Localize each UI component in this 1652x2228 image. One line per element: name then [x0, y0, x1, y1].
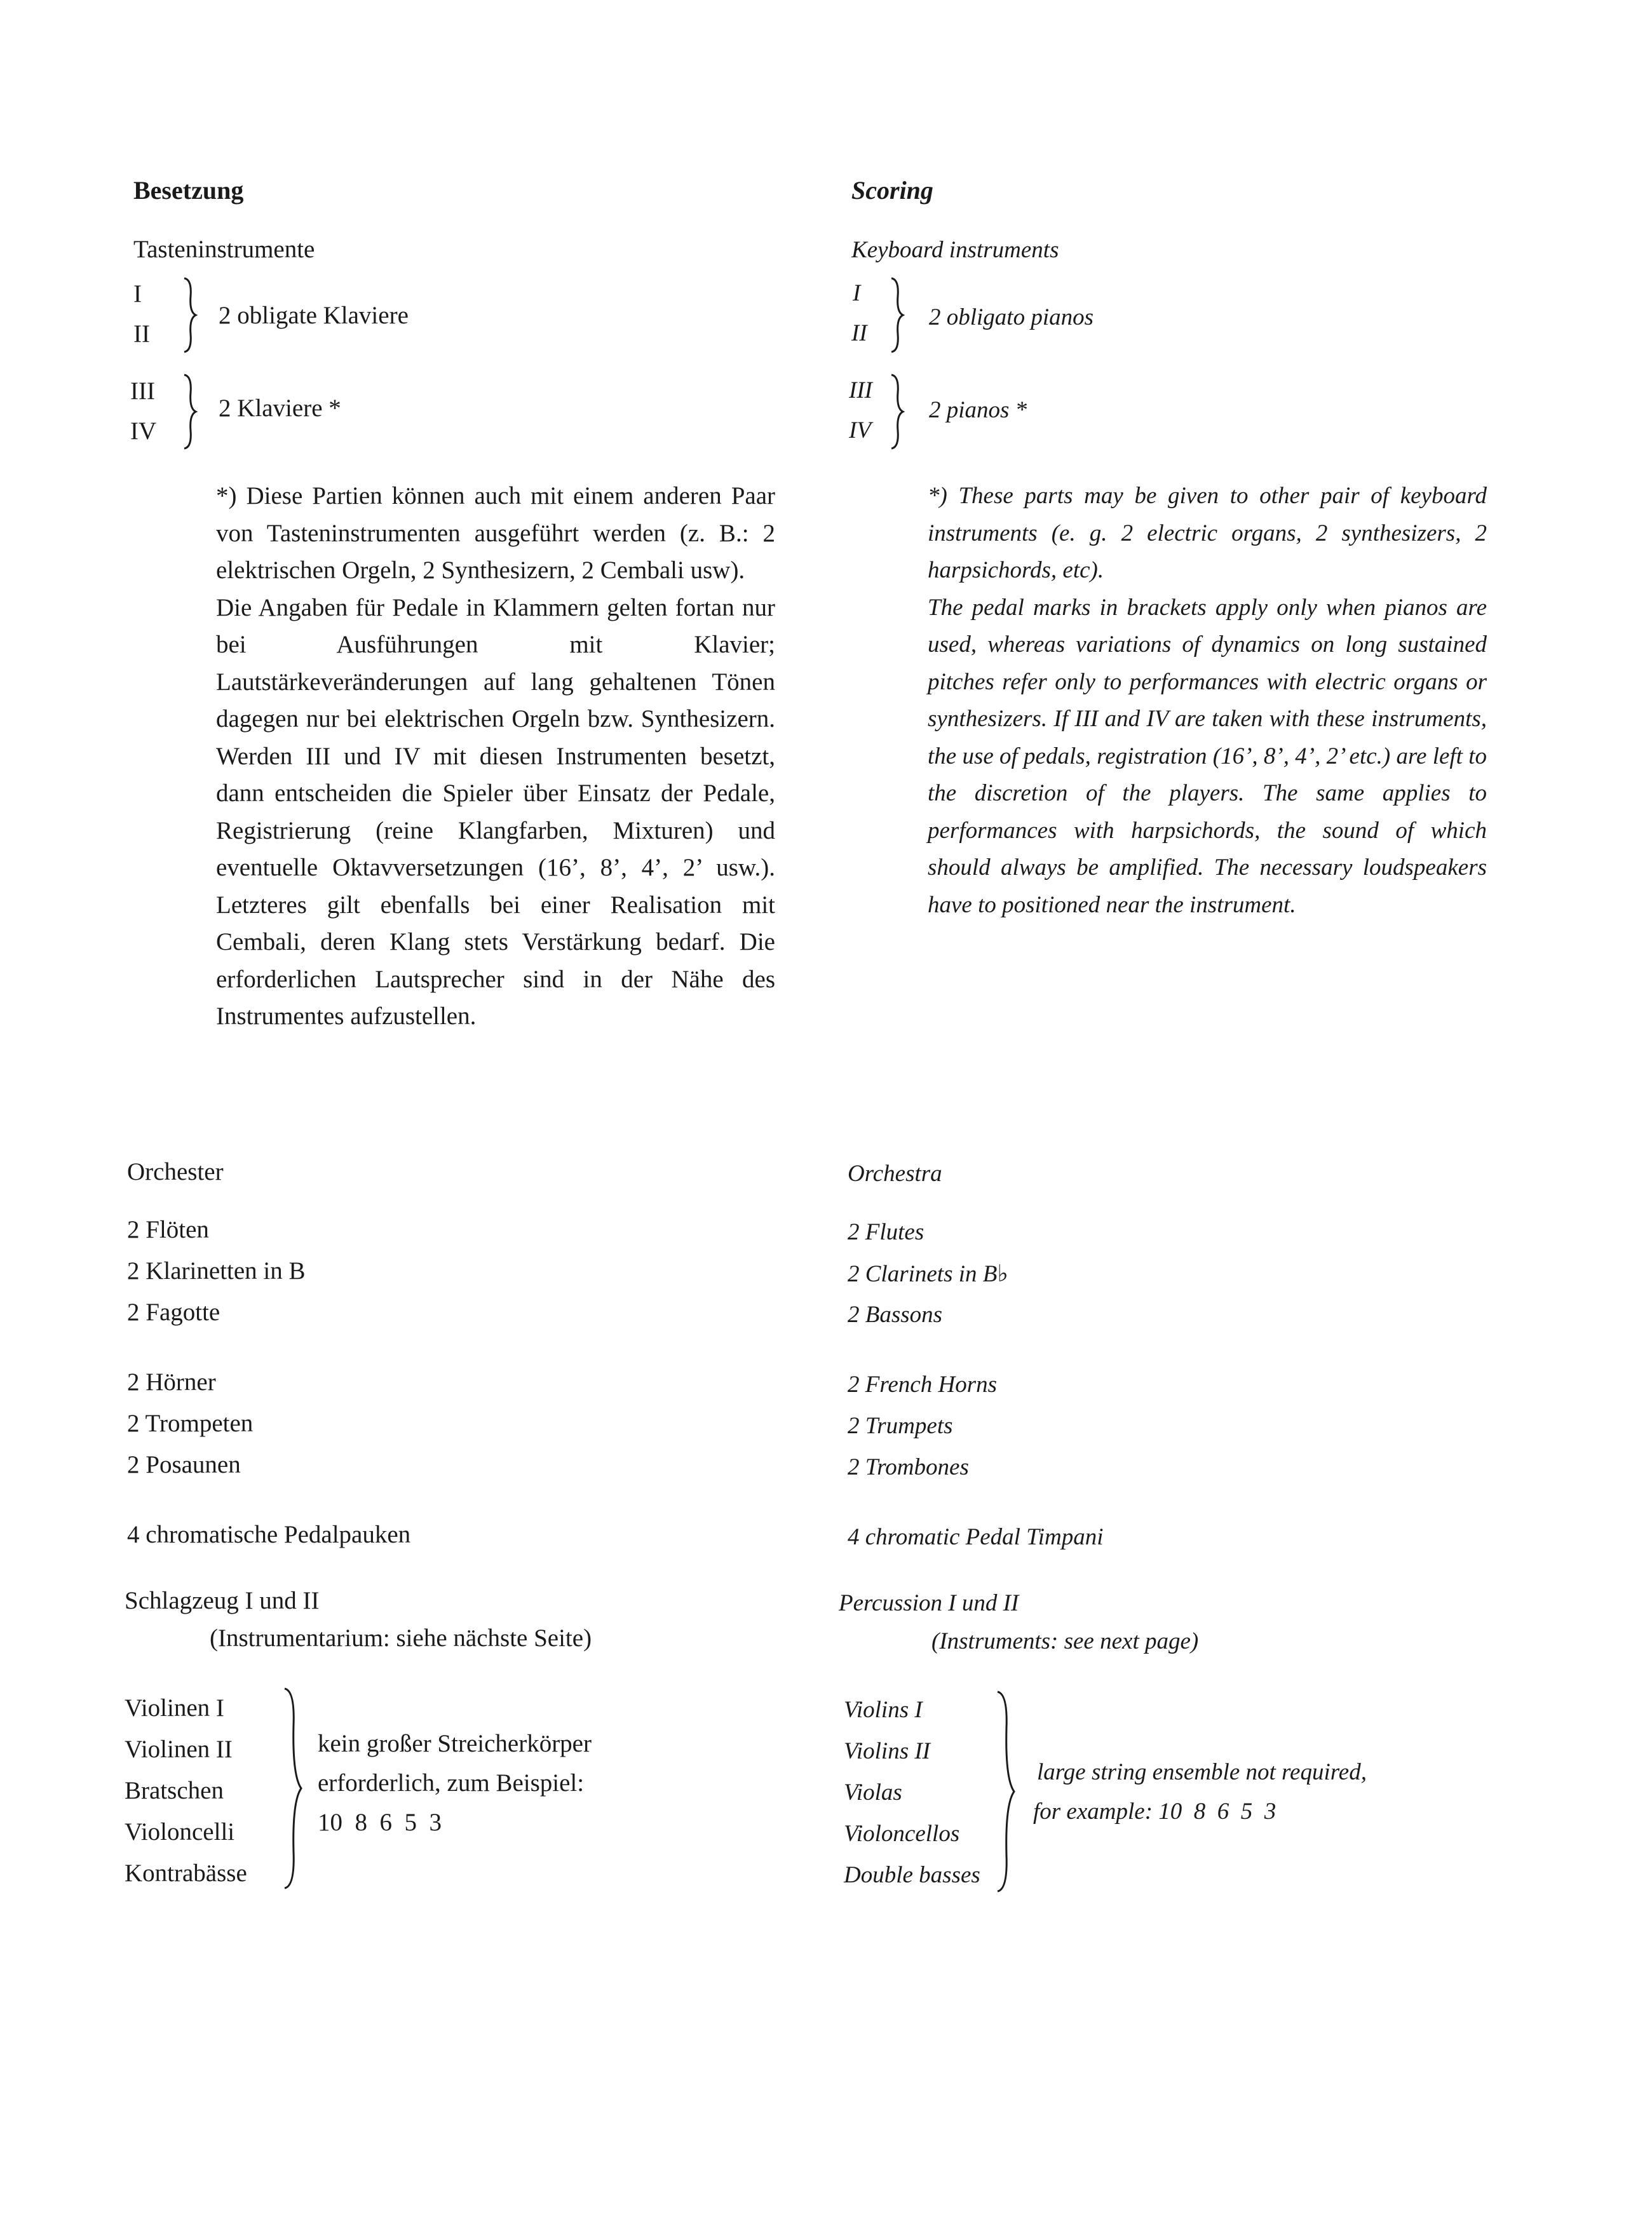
english-wind-item: 2 Flutes [848, 1219, 924, 1245]
english-percussion: Percussion I und II [839, 1590, 1019, 1616]
german-title: Besetzung [133, 176, 244, 205]
english-group1-text: 2 obligato pianos [929, 304, 1094, 330]
english-string-item: Violins I [844, 1697, 923, 1723]
german-footnote-part2: Die Angaben für Pedale in Klammern gelten fortan nur bei Ausführungen mit Klavier; Lautstärkeveränderungen auf lang gehaltenen Tönen dagegen nur bei elektrischen Orgeln bzw. Synthesizern. Werden III und IV mit diesen Instrumenten besetzt, dann entscheiden die Spieler über Einsatz der Pedale, Registrierung (reine Klangfarben, Mixturen) und eventuelle Oktavversetzungen (16’, 8’, 4’, 2’ usw.). Letzteres gilt ebenfalls bei einer Realisation mit Cembali, deren Klang stets Verstärkung bedarf. Die erforderlichen Lautsprecher sind in der Nähe des Instrumentes aufzustellen. [216, 593, 775, 1030]
english-string-item: Violins II [844, 1738, 930, 1764]
english-string-item: Violoncellos [844, 1821, 960, 1847]
german-group2-text: 2 Klaviere * [219, 395, 341, 422]
german-label-i: I [133, 280, 142, 307]
german-timpani: 4 chromatische Pedalpauken [127, 1521, 411, 1548]
german-percussion: Schlagzeug I und II [125, 1587, 320, 1614]
english-orchestra-heading: Orchestra [848, 1161, 942, 1187]
german-brass-item: 2 Posaunen [127, 1451, 241, 1478]
english-group2-text: 2 pianos * [929, 397, 1027, 423]
english-string-item: Double basses [844, 1862, 980, 1888]
english-label-i: I [853, 280, 861, 306]
german-strings-note-line: kein großer Streicherkörper [318, 1730, 592, 1757]
english-brass-item: 2 Trombones [848, 1454, 969, 1480]
english-strings-note-line: large string ensemble not required, [1037, 1759, 1367, 1785]
english-label-ii: II [851, 320, 867, 346]
german-wind-item: 2 Flöten [127, 1216, 209, 1243]
german-label-ii: II [133, 320, 150, 348]
german-string-item: Bratschen [125, 1777, 224, 1804]
german-group1-text: 2 obligate Klaviere [219, 302, 409, 329]
german-strings-numbers: 10 8 6 5 3 [318, 1809, 442, 1836]
english-strings-note-line: for example: 10 8 6 5 3 [1033, 1799, 1276, 1825]
english-title: Scoring [851, 176, 933, 205]
english-brass-item: 2 French Horns [848, 1372, 997, 1398]
english-footnote-part2: The pedal marks in brackets apply only when pianos are used, whereas variations of dynamics on long sustained pitches refer only to performances with electric organs or synthesizers. If III and IV are taken with these instruments, the use of pedals, registration (16’, 8’, 4’, 2’ etc.) are left to the discretion of the players. The same applies to performances with harpsichords, the sound of which should always be amplified. The necessary loudspeakers have to positioned near the instrument. [928, 594, 1487, 918]
german-string-item: Violinen II [125, 1736, 233, 1763]
english-label-iii: III [849, 377, 872, 403]
german-footnote-part1: *) Diese Partien können auch mit einem anderen Paar von Tasteninstrumenten ausgeführt werden (z. B.: 2 elektrischen Orgeln, 2 Synthesizern, 2 Cembali usw). [216, 482, 775, 584]
english-wind-item: 2 Bassons [848, 1302, 943, 1328]
german-brass-item: 2 Hörner [127, 1368, 216, 1396]
german-orchestra-heading: Orchester [127, 1158, 224, 1185]
english-label-iv: IV [849, 417, 871, 443]
german-wind-item: 2 Klarinetten in B [127, 1257, 306, 1285]
english-wind-item: 2 Clarinets in B♭ [848, 1261, 1008, 1287]
german-footnote [216, 478, 775, 1036]
german-string-item: Violinen I [125, 1694, 224, 1722]
german-label-iii: III [130, 377, 155, 405]
german-strings-note-line: erforderlich, zum Beispiel: [318, 1769, 585, 1797]
english-keyboard-heading: Keyboard instruments [851, 237, 1059, 263]
english-footnote [928, 478, 1487, 924]
german-brass-item: 2 Trompeten [127, 1410, 254, 1437]
german-string-item: Violoncelli [125, 1818, 235, 1846]
german-brace-strings [280, 1687, 305, 1890]
german-wind-item: 2 Fagotte [127, 1299, 220, 1326]
german-percussion-note: (Instrumentarium: siehe nächste Seite) [210, 1624, 592, 1652]
german-label-iv: IV [130, 417, 157, 445]
english-brace-group1 [886, 277, 905, 353]
german-string-item: Kontrabässe [125, 1860, 247, 1887]
english-brace-group2 [886, 374, 905, 450]
english-brass-item: 2 Trumpets [848, 1413, 953, 1439]
english-brace-strings [992, 1690, 1018, 1893]
english-timpani: 4 chromatic Pedal Timpani [848, 1524, 1104, 1550]
german-brace-group2 [179, 374, 198, 450]
english-footnote-part1: *) These parts may be given to other pair of keyboard instruments (e. g. 2 electric organs, 2 synthesizers, 2 harpsichords, etc). [928, 483, 1487, 583]
german-keyboard-heading: Tasteninstrumente [133, 236, 315, 263]
german-brace-group1 [179, 277, 198, 353]
english-percussion-note: (Instruments: see next page) [931, 1628, 1199, 1654]
english-string-item: Violas [844, 1779, 902, 1806]
